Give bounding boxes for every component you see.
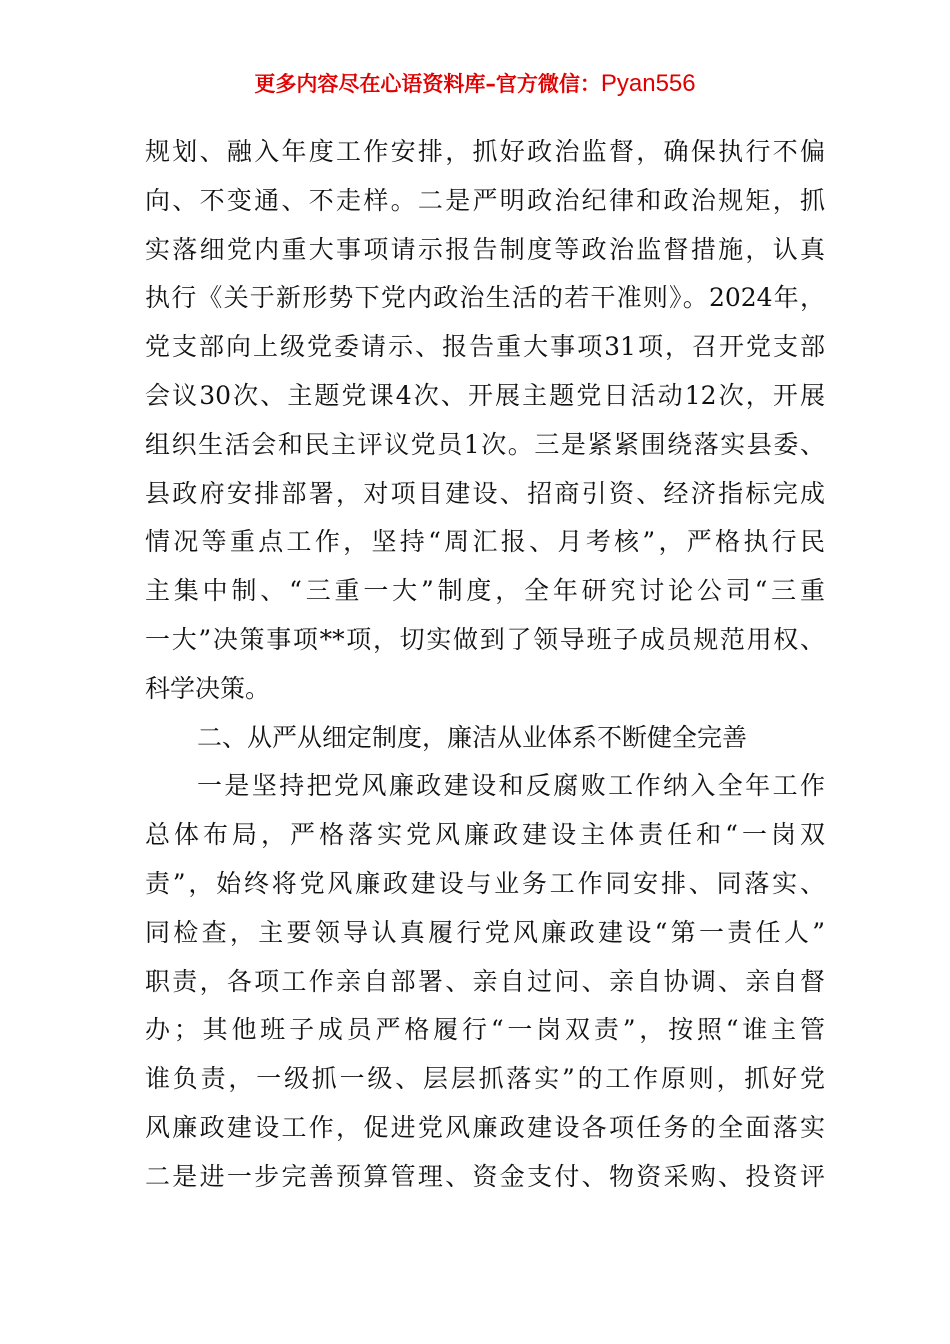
body-line: 谁负责，一级抓一级、层层抓落实”的工作原则，抓好党 xyxy=(145,1064,825,1094)
body-line: 风廉政建设工作，促进党风廉政建设各项任务的全面落实 xyxy=(145,1112,825,1142)
body-line: 职责，各项工作亲自部署、亲自过问、亲自协调、亲自督 xyxy=(145,966,825,996)
section-heading: 二、从严从细定制度，廉洁从业体系不断健全完善 xyxy=(197,722,748,752)
body-line: 科学决策。 xyxy=(145,673,271,703)
body-line: 责”，始终将党风廉政建设与业务工作同安排、同落实、 xyxy=(145,868,825,898)
body-line: 同检查，主要领导认真履行党风廉政建设“第一责任人” xyxy=(145,917,825,947)
body-line: 主集中制、“三重一大”制度，全年研究讨论公司“三重 xyxy=(145,576,825,606)
body-line: 规划、融入年度工作安排，抓好政治监督，确保执行不偏 xyxy=(145,137,825,166)
body-line: 县政府安排部署，对项目建设、招商引资、经济指标完成 xyxy=(145,478,825,508)
body-line: 总体布局，严格落实党风廉政建设主体责任和“一岗双 xyxy=(145,820,825,850)
banner-wechat-id: Pyan556 xyxy=(600,70,696,97)
body-line: 组织生活会和民主评议党员1次。三是紧紧围绕落实县委、 xyxy=(145,429,825,459)
body-line: 会议30次、主题党课4次、开展主题党日活动12次，开展 xyxy=(145,380,825,410)
body-line: 党支部向上级党委请示、报告重大事项31项，召开党支部 xyxy=(145,332,825,362)
document-body xyxy=(145,128,825,1202)
body-line: 情况等重点工作，坚持“周汇报、月考核”，严格执行民 xyxy=(145,527,825,557)
body-line: 一大”决策事项**项，切实做到了领导班子成员规范用权、 xyxy=(145,624,825,654)
body-line: 一是坚持把党风廉政建设和反腐败工作纳入全年工作 xyxy=(197,771,825,801)
body-line: 办；其他班子成员严格履行“一岗双责”，按照“谁主管 xyxy=(145,1015,825,1045)
body-line: 向、不变通、不走样。二是严明政治纪律和政治规矩，抓 xyxy=(145,185,825,215)
body-line: 执行《关于新形势下党内政治生活的若干准则》。2024年， xyxy=(145,283,825,313)
watermark-banner xyxy=(0,68,950,98)
body-line: 实落细党内重大事项请示报告制度等政治监督措施，认真 xyxy=(145,234,825,264)
banner-text: 更多内容尽在心语资料库–官方微信： xyxy=(254,72,601,96)
body-line: 二是进一步完善预算管理、资金支付、物资采购、投资评 xyxy=(145,1161,825,1191)
